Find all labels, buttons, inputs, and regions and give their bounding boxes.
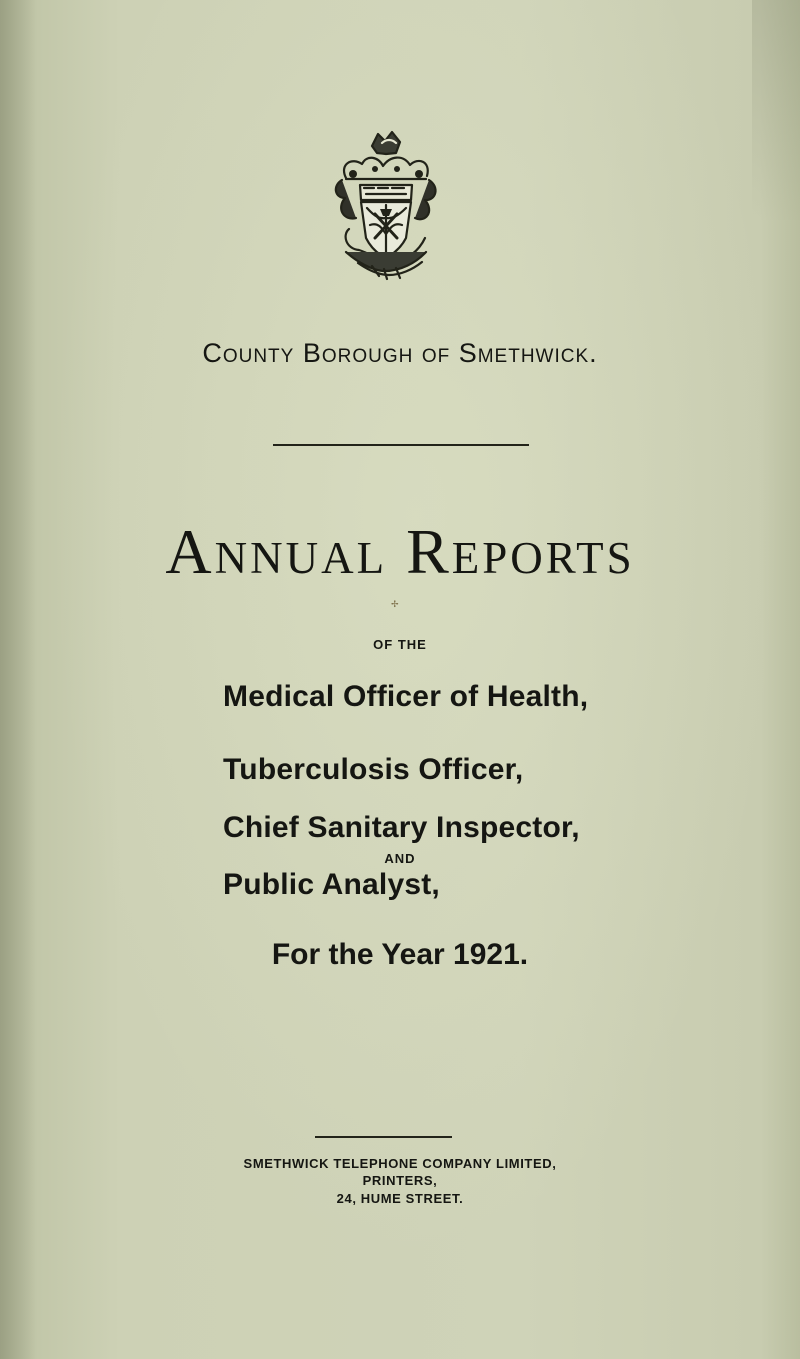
printer-divider <box>315 1136 452 1138</box>
printer-address: 24, HUME STREET. <box>336 1191 464 1206</box>
printer-company-name: SMETHWICK TELEPHONE COMPANY LIMITED, <box>243 1156 557 1171</box>
borough-title: County Borough of Smethwick. <box>202 338 598 368</box>
subtitle-of-the: OF THE <box>373 637 427 652</box>
officer-line-tuberculosis-officer: Tuberculosis Officer, <box>223 753 524 786</box>
officer-line-medical-officer: Medical Officer of Health, <box>223 680 589 713</box>
coat-of-arms-icon <box>324 126 448 290</box>
document-main-title: Annual Reports <box>165 516 635 587</box>
officer-line-chief-sanitary-inspector: Chief Sanitary Inspector, <box>223 811 580 844</box>
printer-role: PRINTERS, <box>362 1173 438 1188</box>
title-divider-top <box>273 444 529 446</box>
ornament-mark-icon: ✢ <box>391 599 399 609</box>
and-separator: AND <box>384 851 416 866</box>
report-year-line: For the Year 1921. <box>271 938 529 971</box>
officer-line-public-analyst: Public Analyst, <box>223 868 440 901</box>
